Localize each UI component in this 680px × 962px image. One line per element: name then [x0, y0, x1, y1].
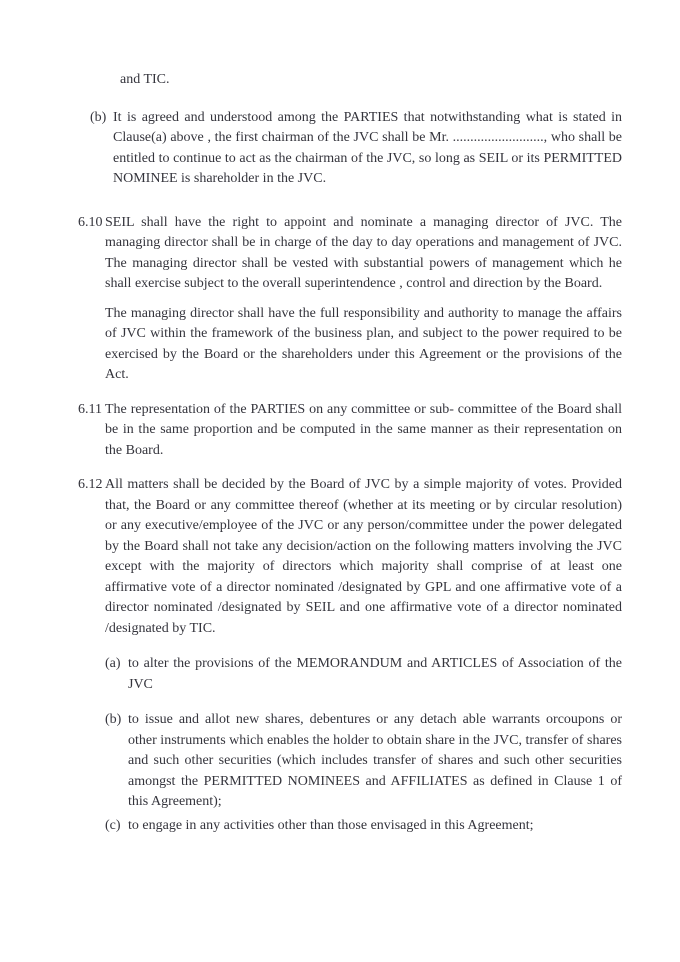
subitem-text: to alter the provisions of the MEMORANDUM and ARTICLES of Association of the JVC	[128, 656, 622, 692]
clause-6-12	[78, 475, 622, 639]
clause-number: 6.10	[78, 214, 103, 230]
list-item-label: (b)	[90, 109, 107, 125]
clause-body	[105, 475, 622, 639]
subitem-text: to engage in any activities other than those envisaged in this Agreement;	[128, 817, 534, 833]
clause-body	[105, 213, 622, 386]
clause-paragraph: The representation of the PARTIES on any committee or sub- committee of the Board shall be in the same proportion and be computed in the same manner as their representation on the Board.	[105, 401, 622, 458]
clause-6-11	[78, 400, 622, 462]
list-item-text: It is agreed and understood among the PARTIES that notwithstanding what is stated in Clause(a) above , the first chairman of the JVC shall be Mr. .........................., who shall be entitled to continue to act as the chairman of the JVC, so long as SEIL or its PERMITTED NOMINEE is shareholder in the JVC.	[113, 109, 622, 186]
clause-6-10	[78, 213, 622, 386]
list-item-b	[90, 108, 622, 190]
subitem-label: (a)	[105, 656, 121, 671]
clause-paragraph: SEIL shall have the right to appoint and nominate a managing director of JVC. The managing director shall be in charge of the day to day operations and management of JVC. The managing director shall be vested with substantial powers of management which he shall exercise subject to the overall superintendence , control and direction by the Board.	[105, 214, 622, 291]
subitem-label: (b)	[105, 712, 122, 727]
subitem-c	[105, 816, 622, 837]
clause-number: 6.11	[78, 401, 102, 417]
subitem-label: (c)	[105, 817, 121, 833]
subitem-text: to issue and allot new shares, debentures or any detach able warrants orcoupons or other instruments which enables the holder to obtain share in the JVC, transfer of shares and such other securities (which includes transfer of shares and such other securities amongst the PERMITTED NOMINEES and AFFILIATES as defined in Clause 1 of this Agreement);	[128, 712, 622, 809]
clause-paragraph: The managing director shall have the full responsibility and authority to manage the affairs of JVC within the framework of the business plan, and subject to the power required to be exercised by the Board or the shareholders under this Agreement or the provisions of the Act.	[105, 305, 622, 382]
continuation-line: and TIC.	[120, 72, 170, 87]
clause-6-12-subitems	[105, 654, 622, 836]
subitem-b	[105, 710, 622, 813]
clause-body	[105, 400, 622, 462]
clause-number: 6.12	[78, 477, 103, 492]
subitem-a	[105, 654, 622, 695]
clause-paragraph: All matters shall be decided by the Board of JVC by a simple majority of votes. Provided that, the Board or any committee thereof (whether at its meeting or by circular resolution) or any executive/employee of the JVC or any person/committee under the power delegated by the Board shall not take any decision/action on the following matters involving the JVC except with the majority of directors which majority shall comprise of at least one affirmative vote of a director nominated /designated by GPL and one affirmative vote of a director nominated /designated by SEIL and one affirmative vote of a director nominated /designated by TIC.	[105, 477, 622, 636]
